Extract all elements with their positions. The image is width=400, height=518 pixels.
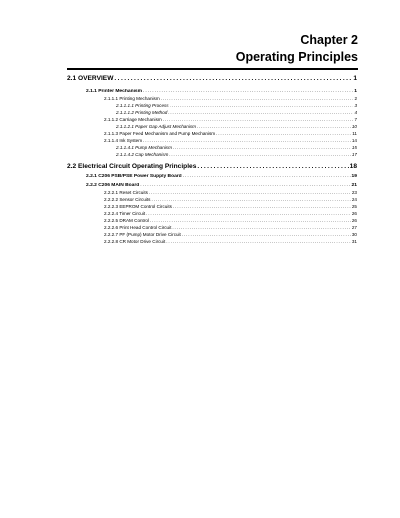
toc-entry-label: 2.2.2.8 CR Motor Drive Circuit	[104, 239, 166, 244]
toc-entry[interactable]	[104, 190, 357, 196]
toc-entry-page: 11	[352, 131, 357, 136]
toc-entry-label: 2.1 OVERVIEW	[67, 75, 114, 82]
toc-leader	[183, 174, 351, 180]
toc-entry-page: 25	[351, 204, 357, 209]
toc-entry[interactable]	[116, 110, 357, 116]
toc-entry-page: 18	[349, 163, 357, 170]
toc-entry-page: 1	[354, 89, 357, 94]
toc-entry-label: 2.2.2.5 DRAM Control	[104, 218, 149, 223]
toc-leader	[140, 183, 350, 189]
toc-leader	[182, 232, 351, 238]
toc-entry-page: 31	[351, 239, 357, 244]
toc-entry-label: 2.1.1.4 Ink System	[104, 138, 143, 143]
toc-entry-label: 2.1.1.4.1 Pump Mechanism	[116, 145, 172, 150]
toc-leader	[170, 103, 354, 109]
toc-entry[interactable]	[104, 204, 357, 210]
toc-entry[interactable]	[116, 103, 357, 109]
toc-entry-page: 23	[351, 190, 357, 195]
chapter-number: Chapter 2	[300, 33, 358, 47]
toc-leader	[168, 110, 353, 116]
toc-entry[interactable]	[67, 163, 357, 171]
toc-leader	[172, 225, 350, 231]
toc-entry-label: 2.2.2.3 EEPROM Control Circuits	[104, 204, 172, 209]
toc-entry[interactable]	[86, 89, 357, 95]
toc-entry-page: 2	[354, 96, 357, 101]
toc-entry[interactable]	[104, 96, 357, 102]
toc-entry-page: 26	[351, 211, 357, 216]
toc-entry[interactable]	[104, 225, 357, 231]
toc-leader	[197, 124, 351, 130]
toc-entry[interactable]	[67, 75, 357, 83]
toc-entry-label: 2.1.1.2 Carriage Mechanism	[104, 117, 162, 122]
toc-entry-page: 27	[351, 225, 357, 230]
toc-leader	[143, 138, 351, 144]
toc-entry-page: 30	[351, 232, 357, 237]
toc-entry-label: 2.1.1.3 Paper Feed Mechanism and Pump Mechanism	[104, 131, 216, 136]
toc-entry-label: 2.2.2.1 Reset Circuits	[104, 190, 148, 195]
toc-leader	[151, 197, 350, 203]
toc-entry-label: 2.1.1.4.2 Cap Mechanism	[116, 152, 169, 157]
toc-entry-label: 2.2.2.2 Sensor Circuits	[104, 197, 151, 202]
toc-leader	[146, 211, 351, 217]
toc-entry[interactable]	[116, 152, 357, 158]
toc-entry-label: 2.2.2.7 PF (Pump) Motor Drive Circuit	[104, 232, 181, 237]
toc-entry-page: 10	[351, 124, 357, 129]
toc-entry-label: 2.1.1 Printer Mechanism	[86, 89, 142, 94]
toc-leader	[161, 96, 354, 102]
toc-leader	[114, 75, 352, 83]
toc-entry-label: 2.1.1.1.1 Printing Process	[116, 103, 169, 108]
toc-leader	[197, 163, 348, 171]
toc-entry[interactable]	[104, 232, 357, 238]
toc-entry[interactable]	[86, 174, 357, 180]
toc-entry-label: 2.2.2.4 Timer Circuit	[104, 211, 146, 216]
toc-entry-label: 2.1.1.1.2 Printing Method	[116, 110, 168, 115]
toc-entry-page: 21	[351, 183, 357, 188]
toc-entry-page: 4	[354, 110, 357, 115]
toc-entry[interactable]	[104, 131, 357, 137]
toc-entry[interactable]	[104, 211, 357, 217]
toc-entry-label: 2.2.2 C206 MAIN Board	[86, 183, 140, 188]
toc-entry[interactable]	[116, 124, 357, 130]
toc-leader	[216, 131, 351, 137]
toc-leader	[166, 239, 351, 245]
toc-entry-page: 7	[354, 117, 357, 122]
toc-leader	[169, 152, 351, 158]
toc-entry-page: 15	[351, 145, 357, 150]
toc-entry[interactable]	[104, 197, 357, 203]
toc-leader	[150, 218, 351, 224]
toc-entry-page: 26	[351, 218, 357, 223]
toc-leader	[173, 204, 351, 210]
chapter-title: Operating Principles	[235, 50, 358, 64]
toc-entry-label: 2.1.1.2.1 Paper Gap Adjust Mechanism	[116, 124, 197, 129]
toc-entry[interactable]	[104, 239, 357, 245]
toc-entry-label: 2.2 Electrical Circuit Operating Principles	[67, 163, 197, 170]
toc-leader	[173, 145, 351, 151]
toc-entry-page: 24	[351, 197, 357, 202]
toc-entry-page: 19	[351, 174, 357, 179]
toc-entry[interactable]	[86, 183, 357, 189]
toc-entry[interactable]	[104, 218, 357, 224]
toc-entry-label: 2.1.1.1 Printing Mechanism	[104, 96, 160, 101]
toc-entry-page: 17	[351, 152, 357, 157]
toc-entry-label: 2.2.1 C206 PSB/PSE Power Supply Board	[86, 174, 182, 179]
toc-entry-label: 2.2.2.6 Print Head Control Circuit	[104, 225, 172, 230]
toc-leader	[163, 117, 354, 123]
toc-entry[interactable]	[104, 117, 357, 123]
toc-leader	[149, 190, 351, 196]
toc-leader	[143, 89, 353, 95]
toc-entry-page: 1	[353, 75, 357, 82]
toc-entry-page: 3	[354, 103, 357, 108]
toc-entry[interactable]	[116, 145, 357, 151]
toc-entry-page: 14	[351, 138, 357, 143]
toc-entry[interactable]	[104, 138, 357, 144]
